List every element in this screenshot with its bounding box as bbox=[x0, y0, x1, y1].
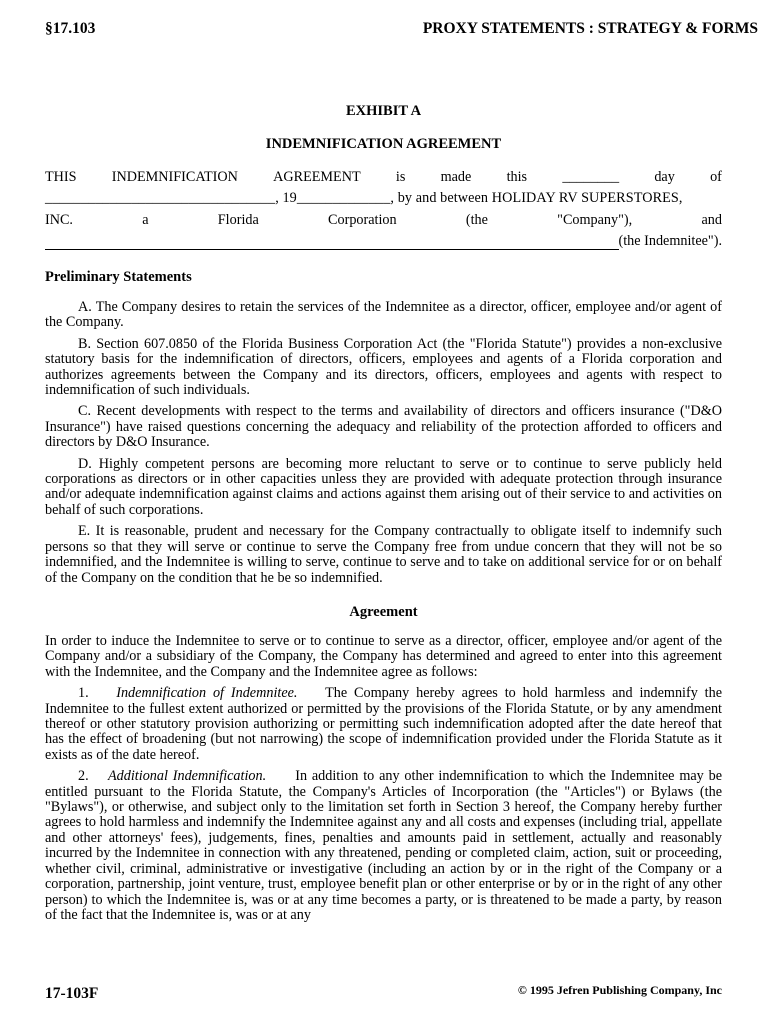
page-number: 17-103F bbox=[45, 985, 99, 1002]
statement-b: B. Section 607.0850 of the Florida Business Corporation Act (the "Florida Statute") provides a non-exclusive statutory basis for the indemnification of directors, officers, employees and agents of a Florida corporation and authorizes agreements between the Company and its directors, officers, employees and agents with respect to indemnification of such individuals. bbox=[45, 335, 722, 399]
intro-line-2: ________________________________, 19_____________, by and between HOLIDAY RV SUPERSTORES, bbox=[45, 190, 683, 207]
exhibit-label: EXHIBIT A bbox=[345, 103, 422, 119]
agreement-heading: Agreement bbox=[349, 604, 418, 620]
copyright: © 1995 Jefren Publishing Company, Inc bbox=[517, 983, 722, 997]
preliminary-block bbox=[45, 300, 722, 592]
statement-e: E. It is reasonable, prudent and necessary for the Company contractually to obligate itself to indemnify such persons so that they will serve or continue to serve the Company free from undue concern that they will not be so indemnified, and the Indemnitee is willing to serve, continue to serve and to take on additional service for or on behalf of the Company on the condition that he be so indemnified. bbox=[45, 523, 722, 586]
running-title: PROXY STATEMENTS : STRATEGY & FORMS bbox=[422, 20, 758, 37]
statement-c: C. Recent developments with respect to the terms and availability of directors and officers insurance ("D&O Insurance") have raised questions concerning the adequacy and reliability of the protection afforded to officers and directors by D&O Insurance. bbox=[45, 403, 722, 451]
intro-block bbox=[45, 170, 722, 250]
statement-a: A. The Company desires to retain the services of the Indemnitee as a director, officer, employee and/or agent of the Company. bbox=[45, 299, 722, 331]
intro-line-1: THIS INDEMNIFICATION AGREEMENT is made this ________ day of bbox=[45, 169, 722, 185]
agreement-block bbox=[45, 634, 722, 929]
intro-line-4: (the Indemnitee"). bbox=[45, 234, 722, 249]
section-number: §17.103 bbox=[45, 20, 96, 37]
section-2: 2. Additional Indemnification. In addition to any other indemnification to which the Indemnitee may be entitled pursuant to the Florida Statute, the Company's Articles of Incorporation (the "Articles") or Bylaws (the "Bylaws"), or otherwise, and subject only to the limitation set forth in Section 3 hereof, the Company hereby further agrees to hold harmless and indemnify the Indemnitee against any and all costs and expenses (including trial, appellate and other attorneys' fees), judgements, fines, penalties and amounts paid in settlement, actually and reasonably incurred by the Indemnitee in connection with any threatened, pending or completed claim, action, suit or proceeding, whether civil, criminal, administrative or investigative (including an action by or in the right of the Company or a corporation, partnership, joint venture, trust, employee benefit plan or other enterprise or by or in the right of any other person) to which the Indemnitee is, was or at any time becomes a party, or is threatened to be made a party, by reason of the fact that the Indemnitee is, was or at any bbox=[45, 768, 722, 923]
preliminary-heading: Preliminary Statements bbox=[45, 269, 192, 285]
section-1-title: Indemnification of Indemnitee. bbox=[116, 685, 298, 702]
indemnitee-name-blank bbox=[45, 238, 619, 250]
intro-line-3: INC. a Florida Corporation (the "Company"), and bbox=[45, 211, 722, 228]
statement-d: D. Highly competent persons are becoming more reluctant to serve or to continue to serve publicly held corporations as directors or in other capacities unless they are provided with adequate protection through insurance and/or adequate indemnification against claims and actions against them arising out of their service to and activities on behalf of such corporations. bbox=[45, 455, 722, 518]
agreement-intro: In order to induce the Indemnitee to serve or to continue to serve as a director, officer, employee and/or agent of the Company and/or a subsidiary of the Company, the Company has determined and agreed to enter into this agreement with the Indemnitee, and the Company and the Indemnitee agree as follows: bbox=[45, 633, 722, 680]
section-2-title: Additional Indemnification. bbox=[108, 768, 267, 785]
section-1: 1. Indemnification of Indemnitee. The Company hereby agrees to hold harmless and indemnify the Indemnitee to the fullest extent authorized or permitted by the provisions of the Florida Statute, or by any amendment thereof or other statutory provision authorizing or permitting such indemnification adopted after the date hereof that has the effect of broadening (but not narrowing) the scope of indemnification provided under the Florida Statute as it exists as of the date hereof. bbox=[45, 685, 723, 763]
agreement-title: INDEMNIFICATION AGREEMENT bbox=[265, 136, 502, 152]
